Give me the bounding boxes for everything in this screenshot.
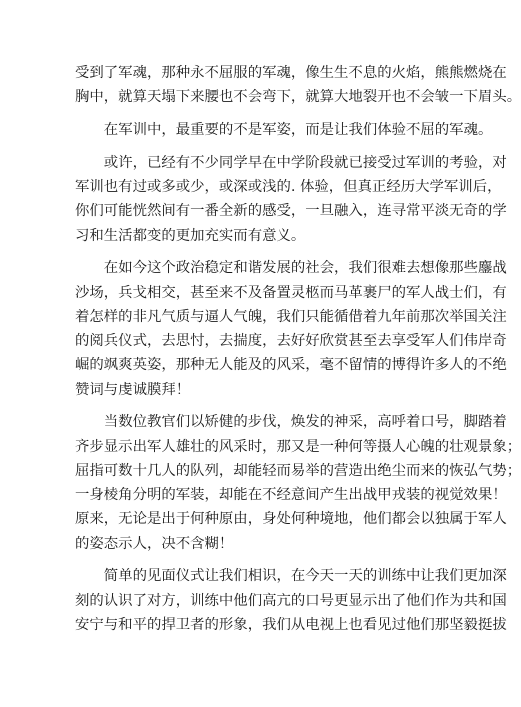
text-line: 受到了军魂，那种永不屈服的军魂，像生生不息的火焰，熊熊燃烧在 [75, 65, 507, 81]
paragraph [75, 256, 507, 402]
document-body [75, 61, 521, 646]
paragraph [75, 151, 507, 248]
text-line: 齐步显示出军人雄壮的风采时，那又是一种何等摄人心魄的壮观景象； [75, 438, 521, 455]
text-line: 的姿态示人，决不含糊！ [75, 535, 234, 552]
text-line: 军训也有过或多或少，或深或浅的. 体验，但真正经历大学军训后， [75, 179, 502, 195]
text-line: 的阅兵仪式，去思忖，去揣度，去好好欣赏甚至去享受军人们伟岸奇 [75, 333, 507, 349]
text-line: 胸中，就算天塌下来腰也不会弯下，就算大地裂开也不会皱一下眉头。 [75, 89, 521, 106]
paragraph [75, 410, 521, 556]
text-line: 屈指可数十几人的队列，却能轻而易举的营造出绝尘而来的恢弘气势； [75, 462, 521, 479]
text-line: 在军训中，最重要的不是军姿，而是让我们体验不屈的军魂。 [103, 122, 493, 138]
text-line: 简单的见面仪式让我们相识，在今天一天的训练中让我们更加深 [103, 568, 507, 585]
text-line: 沙场，兵戈相交，甚至来不及备置灵柩而马革裹尸的军人战士们，有 [75, 284, 507, 301]
paragraph [75, 564, 507, 637]
text-line: 崛的飒爽英姿，那种无人能及的风采，毫不留情的博得许多人的不绝 [75, 357, 507, 374]
text-line: 在如今这个政治稳定和谐发展的社会，我们很难去想像那些鏖战 [103, 260, 507, 277]
text-line: 原来，无论是出于何种原由，身处何种境地，他们都会以独属于军人 [75, 511, 507, 528]
text-line: 你们可能恍然间有一番全新的感受，一旦融入，连寻常平淡无奇的学 [75, 203, 507, 220]
text-line: 或许，已经有不少同学早在中学阶段就已接受过军训的考验，对 [103, 154, 507, 171]
text-line: 习和生活都变的更加充实而有意义。 [75, 227, 306, 244]
text-line: 刻的认识了对方，训练中他们高亢的口号更显示出了他们作为共和国 [75, 592, 507, 609]
text-line: 赞词与虔诚膜拜！ [75, 381, 191, 398]
text-line: 安宁与和平的捍卫者的形象，我们从电视上也看见过他们那坚毅挺拔 [75, 616, 507, 633]
paragraph [75, 61, 521, 110]
paragraph [75, 118, 493, 142]
text-line: 一身棱角分明的军装，却能在不经意间产生出战甲戎装的视觉效果！ [75, 487, 507, 503]
text-line: 当数位教官们以矫健的步伐，焕发的神采，高呼着口号，脚踏着 [103, 414, 507, 431]
text-line: 着怎样的非凡气质与逼人气魄，我们只能循借着九年前那次举国关注 [75, 308, 507, 325]
